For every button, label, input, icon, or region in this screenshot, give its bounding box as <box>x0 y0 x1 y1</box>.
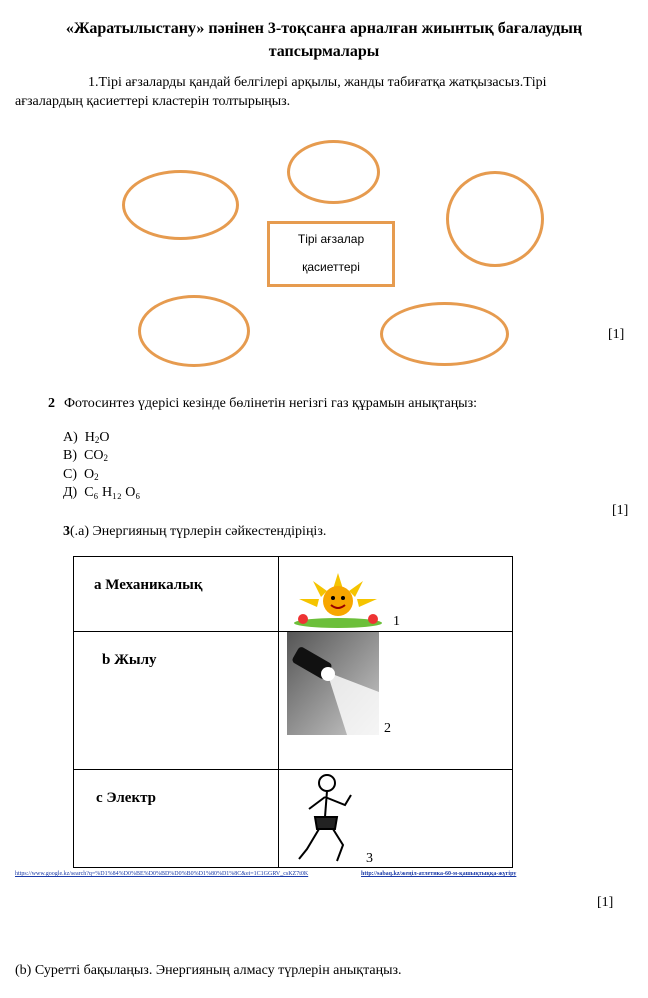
energy-matching-table <box>73 556 513 868</box>
source-link-2[interactable]: http://sabaq.kz/жеңіл-атлетика-60-м-қашықтыққа-жүгіру <box>361 871 517 877</box>
table-row <box>74 770 513 868</box>
q2-text: Фотосинтез үдерісі кезінде бөлінетін негізгі газ құрамын анықтаңыз: <box>64 396 478 411</box>
runner-image <box>287 771 367 867</box>
image-number: 1 <box>393 614 400 629</box>
q2-score: [1] <box>612 503 629 518</box>
cluster-oval-right <box>446 171 544 267</box>
cluster-oval-bottom-left <box>138 295 250 367</box>
q1-score: [1] <box>608 327 625 342</box>
table-row <box>74 632 513 770</box>
center-label-1: Тірі ағзалар <box>297 232 365 246</box>
source-link-1[interactable]: https://www.google.kz/search?q=%D1%84%D0%BE%D0%BD%D0%B0%D1%80%D1%8C&ei=1C1GGRV_csKZ7t0K <box>15 871 309 877</box>
row-label: b Жылу <box>102 652 157 668</box>
q2-option-c: C) $O_2$ <box>63 467 99 482</box>
image-number: 3 <box>366 851 373 866</box>
cluster-oval-bottom-right <box>380 302 509 366</box>
row-label: a Механикалық <box>94 577 203 593</box>
q3-score: [1] <box>597 895 614 910</box>
cluster-center-box <box>267 221 395 287</box>
cluster-oval-top <box>287 140 380 204</box>
q1-text-line-1: 1.Тірі ағзаларды қандай белгілері арқылы, жанды табиғатқа жатқызасыз.Тірі <box>88 75 547 90</box>
q1-text-line-2: ағзалардың қасиеттері кластерін толтырыңыз. <box>15 94 291 109</box>
table-row <box>74 557 513 632</box>
cluster-oval-left <box>122 170 239 240</box>
row-label: c Электр <box>96 790 156 806</box>
title-line-1: «Жаратылыстану» пәнінен 3-тоқсанға арналған жиынтық бағалаудың <box>65 20 583 37</box>
q2-number: 2 <box>48 396 55 411</box>
sun-flower-image <box>291 571 385 629</box>
q3b-text: (b) Суретті бақылаңыз. Энергияның алмасу түрлерін анықтаңыз. <box>15 963 402 978</box>
title-line-2: тапсырмалары <box>268 43 380 60</box>
q3-heading: 3(.a) Энергияның түрлерін сәйкестендіріңіз. <box>63 524 327 539</box>
flashlight-image <box>287 632 379 735</box>
image-number: 2 <box>384 721 391 736</box>
q2-option-d: Д) C₆ H₁₂ O₆ <box>63 485 141 500</box>
q2-option-b: B) $CO_2$ <box>63 448 108 463</box>
q2-option-a: A) $H_2O$ <box>63 430 110 445</box>
center-label-2: қасиеттері <box>302 260 360 274</box>
